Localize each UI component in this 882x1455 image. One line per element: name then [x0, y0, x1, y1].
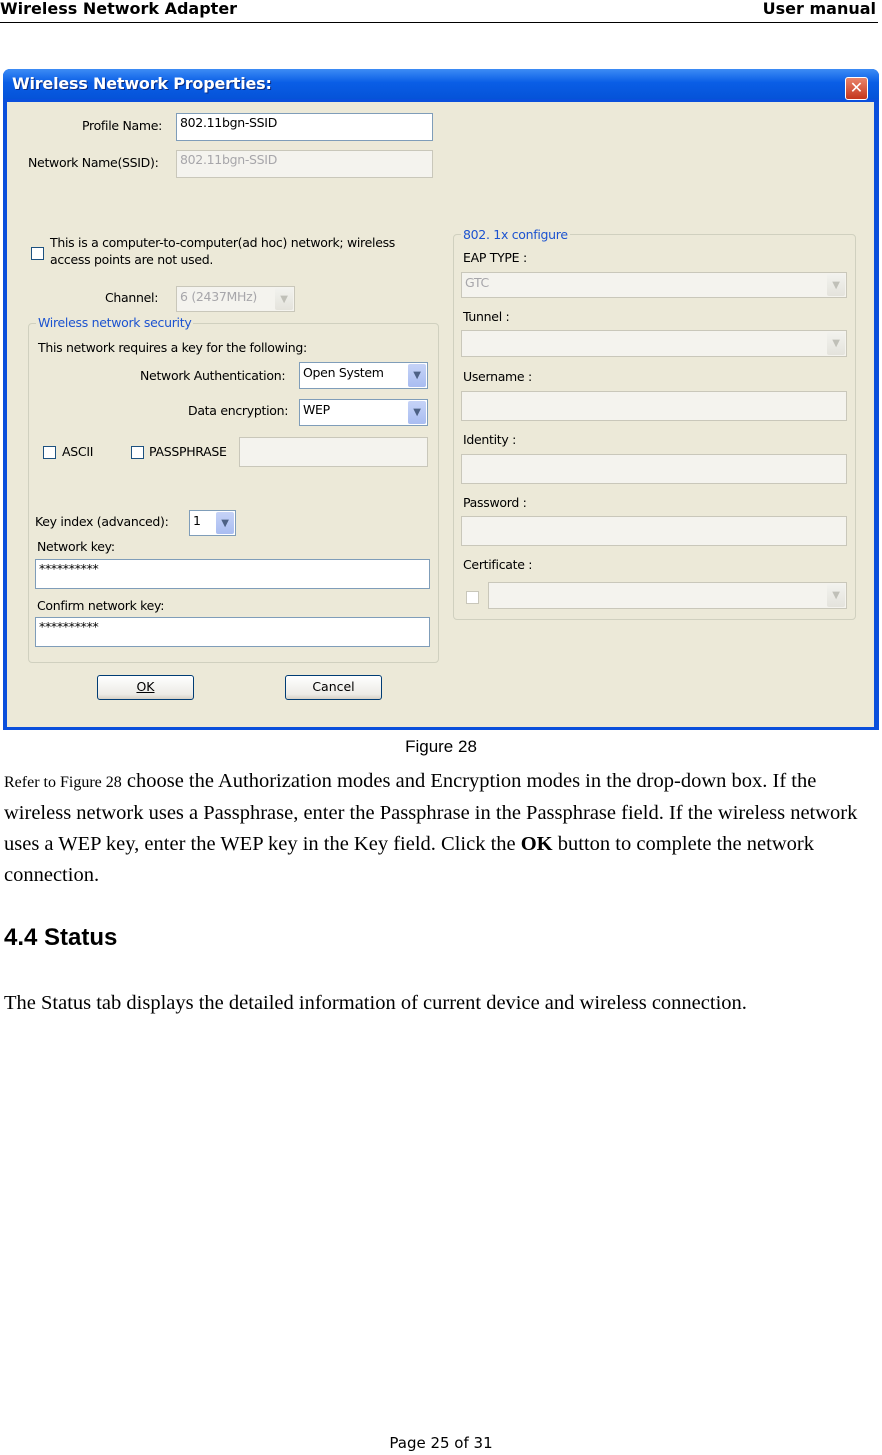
password-label: Password : [463, 495, 527, 510]
key-index-select[interactable] [189, 510, 236, 536]
close-icon[interactable]: ✕ [845, 77, 868, 100]
security-group-title: Wireless network security [38, 315, 192, 330]
confirm-key-label: Confirm network key: [37, 598, 165, 613]
chevron-down-icon: ▼ [827, 274, 845, 296]
adhoc-text-line1: This is a computer-to-computer(ad hoc) network; wireless [50, 235, 396, 250]
key-index-label: Key index (advanced): [35, 514, 169, 529]
password-input[interactable] [461, 516, 847, 546]
profile-name-input[interactable]: 802.11bgn-SSID [176, 113, 433, 141]
network-key-input[interactable]: ********** [35, 559, 430, 589]
chevron-down-icon: ▼ [408, 401, 426, 424]
adhoc-checkbox[interactable] [31, 247, 44, 260]
certificate-label: Certificate : [463, 557, 533, 572]
status-paragraph: The Status tab displays the detailed information of current device and wireless connection. [4, 992, 747, 1014]
figure-caption: Figure 28 [405, 737, 477, 756]
eap-type-select[interactable] [461, 272, 847, 298]
username-label: Username : [463, 369, 532, 384]
cancel-button[interactable] [285, 675, 382, 700]
instruction-body [4, 766, 882, 891]
eap-type-label: EAP TYPE : [463, 250, 527, 265]
encryption-label: Data encryption: [188, 403, 289, 418]
dot1x-group-title: 802. 1x configure [463, 227, 568, 242]
auth-select[interactable] [299, 362, 428, 389]
figure-reference: Refer to Figure 28 [4, 774, 122, 791]
tunnel-select[interactable] [461, 330, 847, 357]
ok-emphasis: OK [520, 833, 553, 855]
passphrase-checkbox[interactable] [131, 446, 144, 459]
section-heading: 4.4 Status [4, 924, 118, 951]
instruction-tail: button to complete the network connection. [4, 833, 814, 886]
wireless-properties-dialog [3, 69, 879, 730]
network-key-label: Network key: [37, 539, 115, 554]
requires-key-text: This network requires a key for the following: [38, 340, 307, 355]
key-index-value: 1 [193, 513, 201, 528]
passphrase-label: PASSPHRASE [149, 444, 227, 459]
dialog-client-area [7, 102, 874, 727]
chevron-down-icon: ▼ [275, 288, 293, 310]
page-number: Page 25 of 31 [389, 1434, 493, 1452]
ssid-label: Network Name(SSID): [28, 155, 159, 170]
certificate-checkbox[interactable] [466, 591, 479, 604]
username-input[interactable] [461, 391, 847, 421]
chevron-down-icon: ▼ [827, 584, 845, 607]
identity-label: Identity : [463, 432, 517, 447]
encryption-value: WEP [303, 402, 330, 417]
header-doc-type: User manual [762, 0, 876, 18]
header-title: Wireless Network Adapter [0, 0, 238, 18]
auth-label: Network Authentication: [140, 368, 286, 383]
confirm-key-input[interactable]: ********** [35, 617, 430, 647]
tunnel-label: Tunnel : [463, 309, 510, 324]
profile-name-label: Profile Name: [82, 118, 163, 133]
dialog-title: Wireless Network Properties: [12, 74, 272, 93]
encryption-select[interactable] [299, 399, 428, 426]
ok-button[interactable] [97, 675, 194, 700]
ascii-label: ASCII [62, 444, 94, 459]
cancel-button-label: Cancel [312, 679, 355, 694]
chevron-down-icon: ▼ [408, 364, 426, 387]
channel-value: 6 (2437MHz) [180, 289, 257, 304]
channel-select[interactable] [176, 286, 295, 312]
eap-type-value: GTC [465, 275, 489, 290]
ascii-checkbox[interactable] [43, 446, 56, 459]
page-header [0, 0, 878, 23]
identity-input[interactable] [461, 454, 847, 484]
certificate-select[interactable] [488, 582, 847, 609]
instruction-text: choose the Authorization modes and Encryption modes in the drop-down box. If the wireless network uses a Passphrase, enter the Passphrase in the Passphrase field. If the wireless network uses a WEP key, enter the WEP key in the Key field. Click the [4, 770, 858, 855]
ok-button-label: OK [136, 679, 155, 694]
auth-value: Open System [303, 365, 384, 380]
dialog-titlebar [3, 69, 879, 99]
channel-label: Channel: [105, 290, 159, 305]
passphrase-input[interactable] [239, 437, 428, 467]
chevron-down-icon: ▼ [827, 332, 845, 355]
adhoc-text-line2: access points are not used. [50, 252, 214, 267]
ssid-input[interactable]: 802.11bgn-SSID [176, 150, 433, 178]
chevron-down-icon: ▼ [216, 512, 234, 534]
